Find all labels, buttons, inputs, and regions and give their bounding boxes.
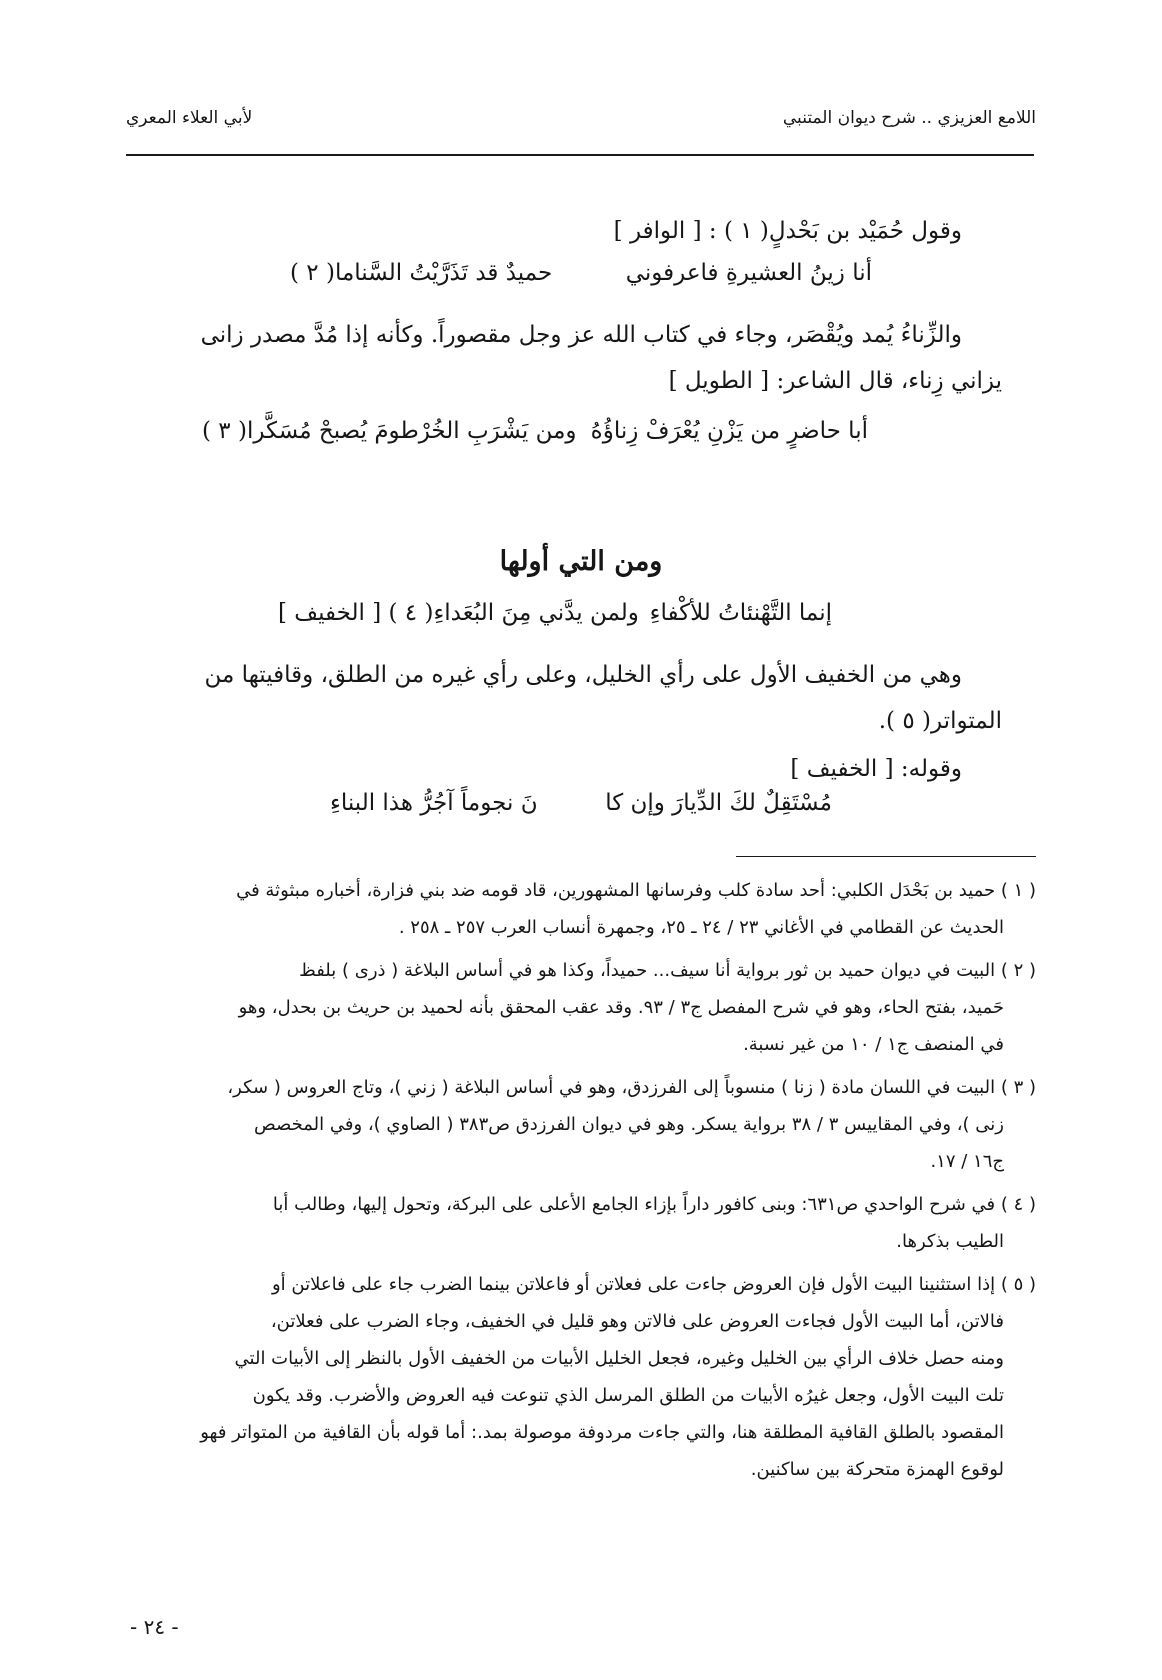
verse-4-second-hemistich: نَ نجوماً آجُرُّ هذا البناءِ (330, 790, 538, 816)
footnote-line: حَميد، بفتح الحاء، وهو في شرح المفصل ج٣ / ٩٣. وقد عقب المحقق بأنه لحميد بن حريث بن بحدل، وهو (238, 997, 1004, 1018)
header-rule (126, 154, 1034, 156)
footnote-line: ( ٤ ) في شرح الواحدي ص٦٣١: وبنى كافور داراً بإزاء الجامع الأعلى على البركة، وتحول إليها، وطالب أبا (272, 1194, 1036, 1215)
verse-3-second-hemistich: ولمن يدَّني مِنَ البُعَداءِ( ٤ ) [ الخفيف ] (278, 600, 639, 626)
paragraph-khafif (148, 652, 1002, 744)
paragraph-zina-line1: والزِّناءُ يُمد ويُقْصَر، وجاء في كتاب الله عز وجل مقصوراً. وكأنه إذا مُدَّ مصدر زانى (200, 322, 962, 348)
verse-4-first-hemistich: مُسْتَقِلٌ لكَ الدِّيارَ وإن كا (605, 790, 832, 816)
footnote-line: المقصود بالطلق القافية المطلقة هنا، والتي جاءت مردوفة موصولة بمد.: أما قوله بأن القافية من المتواتر فهو (200, 1422, 1004, 1443)
running-header-title: اللامع العزيزي .. شرح ديوان المتنبي (782, 108, 1036, 128)
footnote-line: ( ٢ ) البيت في ديوان حميد بن ثور برواية أنا سيف... حميداً، وكذا هو في أساس البلاغة ( ذرى ) بلفظ (299, 960, 1036, 981)
footnote-line: في المنصف ج١ / ١٠ من غير نسبة. (743, 1034, 1004, 1055)
footnote-3 (148, 1069, 1036, 1180)
footnote-4 (148, 1186, 1036, 1260)
footnote-line: ( ٣ ) البيت في اللسان مادة ( زنا ) منسوباً إلى الفرزدق، وهو في أساس البلاغة ( زني )، وتاج العروس ( سكر، (227, 1077, 1036, 1098)
verse-3-first-hemistich: إنما التَّهْنئاتُ للأكْفاءِ (649, 600, 832, 626)
footnote-2 (148, 952, 1036, 1063)
footnote-line: ( ٥ ) إذا استثنينا البيت الأول فإن العروض جاءت على فعلاتن أو فاعلاتن بينما الضرب جاء على فاعلاتن أو (271, 1274, 1036, 1295)
footnote-line: زنى )، وفي المقاييس ٣ / ٣٨ برواية يسكر. وهو في ديوان الفرزدق ص٣٨٣ ( الصاوي )، وفي المخصص (253, 1114, 1004, 1135)
footnote-1 (148, 872, 1036, 946)
footnote-line: الطيب بذكرها. (896, 1231, 1004, 1252)
paragraph-khafif-line2: المتواتر( ٥ ). (878, 708, 1002, 734)
footnote-line: لوقوع الهمزة متحركة بين ساكنين. (750, 1459, 1004, 1480)
section-heading: ومن التي أولها (499, 546, 663, 577)
page-number: - ٢٤ - (130, 1615, 179, 1639)
intro-text: وقول حُمَيْد بن بَحْدلٍ( ١ ) : [ الوافر ] (613, 218, 962, 244)
footnote-line: ومنه حصل خلاف الرأي بين الخليل وغيره، فجعل الخليل الأبيات من الخفيف الأول بالنظر إلى الأبيات التي (234, 1348, 1004, 1369)
intro-line (148, 208, 1002, 254)
footnote-line: ( ١ ) حميد بن بَحْدَل الكلبي: أحد سادة كلب وفرسانها المشهورين، قاد قومه ضد بني فزارة، أخباره مبثوثة في (236, 880, 1036, 901)
verse-2-second-hemistich: ومن يَشْرَبِ الخُرْطومَ يُصبحْ مُسَكَّرا( ٣ ) (202, 418, 577, 444)
running-header-author: لأبي العلاء المعري (126, 108, 253, 128)
footnote-separator (736, 856, 1036, 857)
footnote-line: فالاتن، أما البيت الأول فجاءت العروض على فالاتن وهو قليل في الخفيف، وجاء الضرب على فعلاتن، (270, 1311, 1004, 1332)
qawluh-text: وقوله: [ الخفيف ] (790, 756, 962, 782)
footnote-line: الحديث عن القطامي في الأغاني ٢٣ / ٢٤ ـ ٢٥، وجمهرة أنساب العرب ٢٥٧ ـ ٢٥٨ . (398, 917, 1004, 938)
verse-1-second-hemistich: حميدٌ قد تَذَرَّيْتُ السَّناما( ٢ ) (290, 260, 553, 286)
footnote-5 (148, 1266, 1036, 1488)
footnote-line: ج١٦ / ١٧. (930, 1151, 1004, 1172)
paragraph-khafif-line1: وهي من الخفيف الأول على رأي الخليل، وعلى رأي غيره من الطلق، وقافيتها من (204, 662, 962, 688)
footnotes (148, 872, 1036, 1494)
footnote-line: تلت البيت الأول، وجعل غيرُه الأبيات من الطلق المرسل الذي تنوعت فيه العروض والأضرب. وقد يكون (252, 1385, 1004, 1406)
verse-1-first-hemistich: أنا زينُ العشيرةِ فاعرفوني (625, 260, 872, 286)
qawluh-line (148, 746, 1002, 792)
paragraph-zina-line2: يزاني زِناء، قال الشاعر: [ الطويل ] (668, 368, 1002, 394)
verse-2-first-hemistich: أبا حاضرٍ من يَزْنِ يُعْرَفْ زِناؤُهُ (590, 418, 868, 444)
paragraph-zina (148, 312, 1002, 404)
